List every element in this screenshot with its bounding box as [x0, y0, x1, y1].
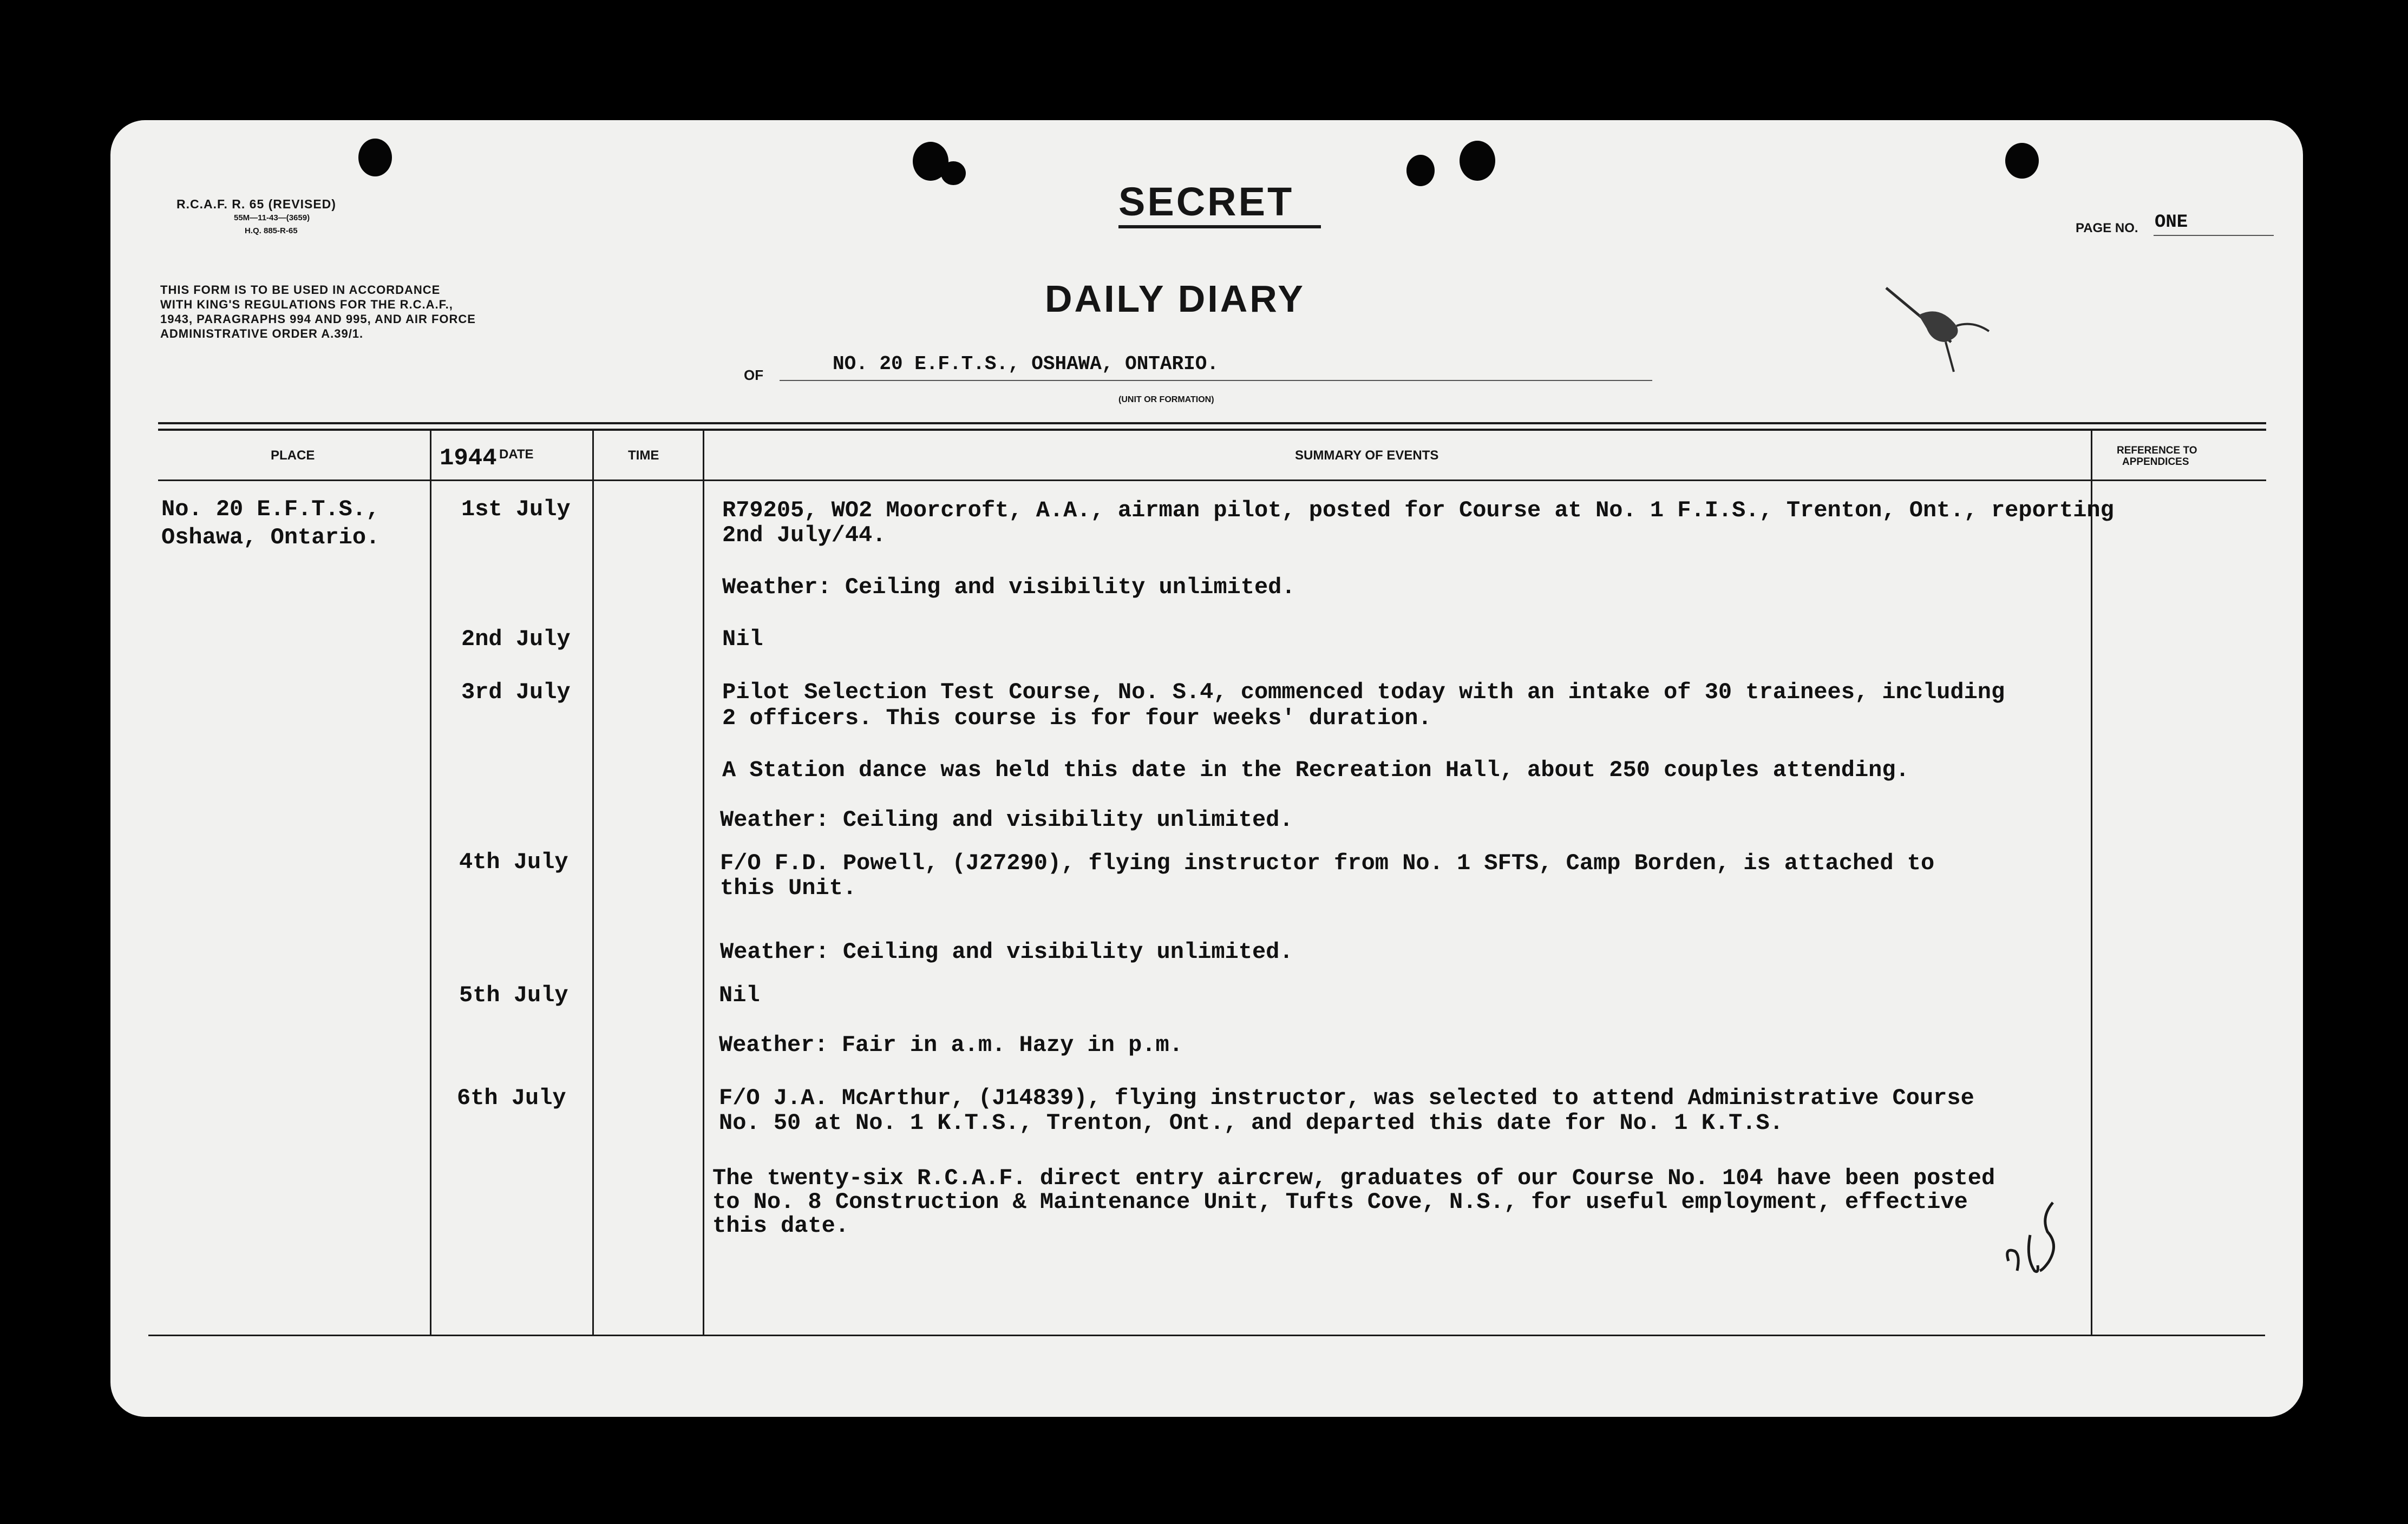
column-header-place: PLACE	[271, 448, 315, 463]
regulation-note-line: THIS FORM IS TO BE USED IN ACCORDANCE	[160, 283, 441, 297]
unit-caption: (UNIT OR FORMATION)	[1118, 395, 1214, 404]
event-line: Nil	[722, 626, 763, 652]
event-line: F/O F.D. Powell, (J27290), flying instructor from No. 1 SFTS, Camp Borden, is attached to	[720, 850, 1935, 876]
page-number-rule	[2154, 235, 2274, 236]
column-header-date: DATE	[499, 447, 534, 462]
table-bottom-rule	[148, 1335, 2265, 1336]
punch-hole	[2005, 143, 2039, 179]
header-bottom-rule	[158, 479, 2266, 481]
punch-hole	[941, 161, 966, 185]
diary-title: DAILY DIARY	[1045, 278, 1305, 320]
event-line: The twenty-six R.C.A.F. direct entry aircrew, graduates of our Course No. 104 have been posted	[712, 1165, 1995, 1191]
table-top-rule	[158, 422, 2266, 424]
event-line: this Unit.	[720, 875, 857, 901]
event-line: 2 officers. This course is for four weeks' duration.	[722, 705, 1432, 731]
form-code: H.Q. 885-R-65	[245, 226, 298, 235]
classification-underline	[1118, 225, 1321, 228]
punch-hole	[1460, 141, 1495, 181]
date-entry: 4th July	[459, 849, 568, 875]
column-header-time: TIME	[628, 448, 659, 463]
date-entry: 3rd July	[461, 679, 571, 705]
event-line: No. 50 at No. 1 K.T.S., Trenton, Ont., and departed this date for No. 1 K.T.S.	[719, 1110, 1783, 1136]
column-divider	[430, 431, 431, 1335]
aircraft-doodle	[1881, 283, 2000, 380]
of-label: OF	[744, 367, 764, 383]
event-line: Weather: Ceiling and visibility unlimited.	[722, 574, 1295, 600]
date-entry: 6th July	[457, 1085, 566, 1111]
regulation-note-line: 1943, PARAGRAPHS 994 AND 995, AND AIR FORCE	[160, 312, 476, 326]
event-line: Nil	[719, 982, 760, 1008]
column-header-reference: REFERENCE TO	[2117, 445, 2197, 456]
place-text: Oshawa, Ontario.	[161, 524, 380, 550]
date-entry: 2nd July	[461, 626, 571, 652]
place-text: No. 20 E.F.T.S.,	[161, 496, 380, 522]
initials-signature	[1999, 1197, 2069, 1278]
column-divider	[592, 431, 594, 1335]
punch-hole	[358, 139, 392, 176]
event-line: to No. 8 Construction & Maintenance Unit, Tufts Cove, N.S., for useful employment, effective	[712, 1189, 1968, 1215]
event-line: F/O J.A. McArthur, (J14839), flying instructor, was selected to attend Administrative Course	[719, 1085, 1974, 1111]
form-code: 55M—11-43—(3659)	[234, 213, 310, 222]
date-entry: 5th July	[459, 982, 568, 1008]
event-line: this date.	[712, 1213, 849, 1239]
classification-stamp: SECRET	[1118, 179, 1294, 224]
diary-year: 1944	[440, 445, 497, 472]
unit-rule	[780, 380, 1652, 381]
page-label: PAGE NO.	[2076, 221, 2138, 235]
event-line: A Station dance was held this date in the Recreation Hall, about 250 couples attending.	[722, 757, 1909, 783]
date-entry: 1st July	[461, 496, 571, 522]
regulation-note-line: WITH KING'S REGULATIONS FOR THE R.C.A.F.,	[160, 298, 453, 311]
column-divider	[2091, 431, 2092, 1335]
event-line: Pilot Selection Test Course, No. S.4, commenced today with an intake of 30 trainees, including	[722, 679, 2005, 705]
event-line: Weather: Ceiling and visibility unlimited.	[720, 939, 1293, 965]
page-number: ONE	[2155, 212, 2188, 233]
event-line: Weather: Ceiling and visibility unlimited.	[720, 807, 1293, 833]
unit-name: NO. 20 E.F.T.S., OSHAWA, ONTARIO.	[833, 353, 1219, 375]
event-line: 2nd July/44.	[722, 522, 886, 548]
diary-page	[110, 120, 2303, 1417]
punch-hole	[1406, 155, 1435, 186]
column-divider	[703, 431, 704, 1335]
regulation-note-line: ADMINISTRATIVE ORDER A.39/1.	[160, 327, 364, 340]
column-header-reference: APPENDICES	[2122, 456, 2189, 468]
table-top-rule	[158, 429, 2266, 431]
event-line: R79205, WO2 Moorcroft, A.A., airman pilot, posted for Course at No. 1 F.I.S., Trenton, Ont., reporting	[722, 497, 2114, 523]
column-header-summary: SUMMARY OF EVENTS	[1295, 448, 1439, 463]
form-number: R.C.A.F. R. 65 (REVISED)	[176, 197, 336, 211]
event-line: Weather: Fair in a.m. Hazy in p.m.	[719, 1032, 1183, 1058]
